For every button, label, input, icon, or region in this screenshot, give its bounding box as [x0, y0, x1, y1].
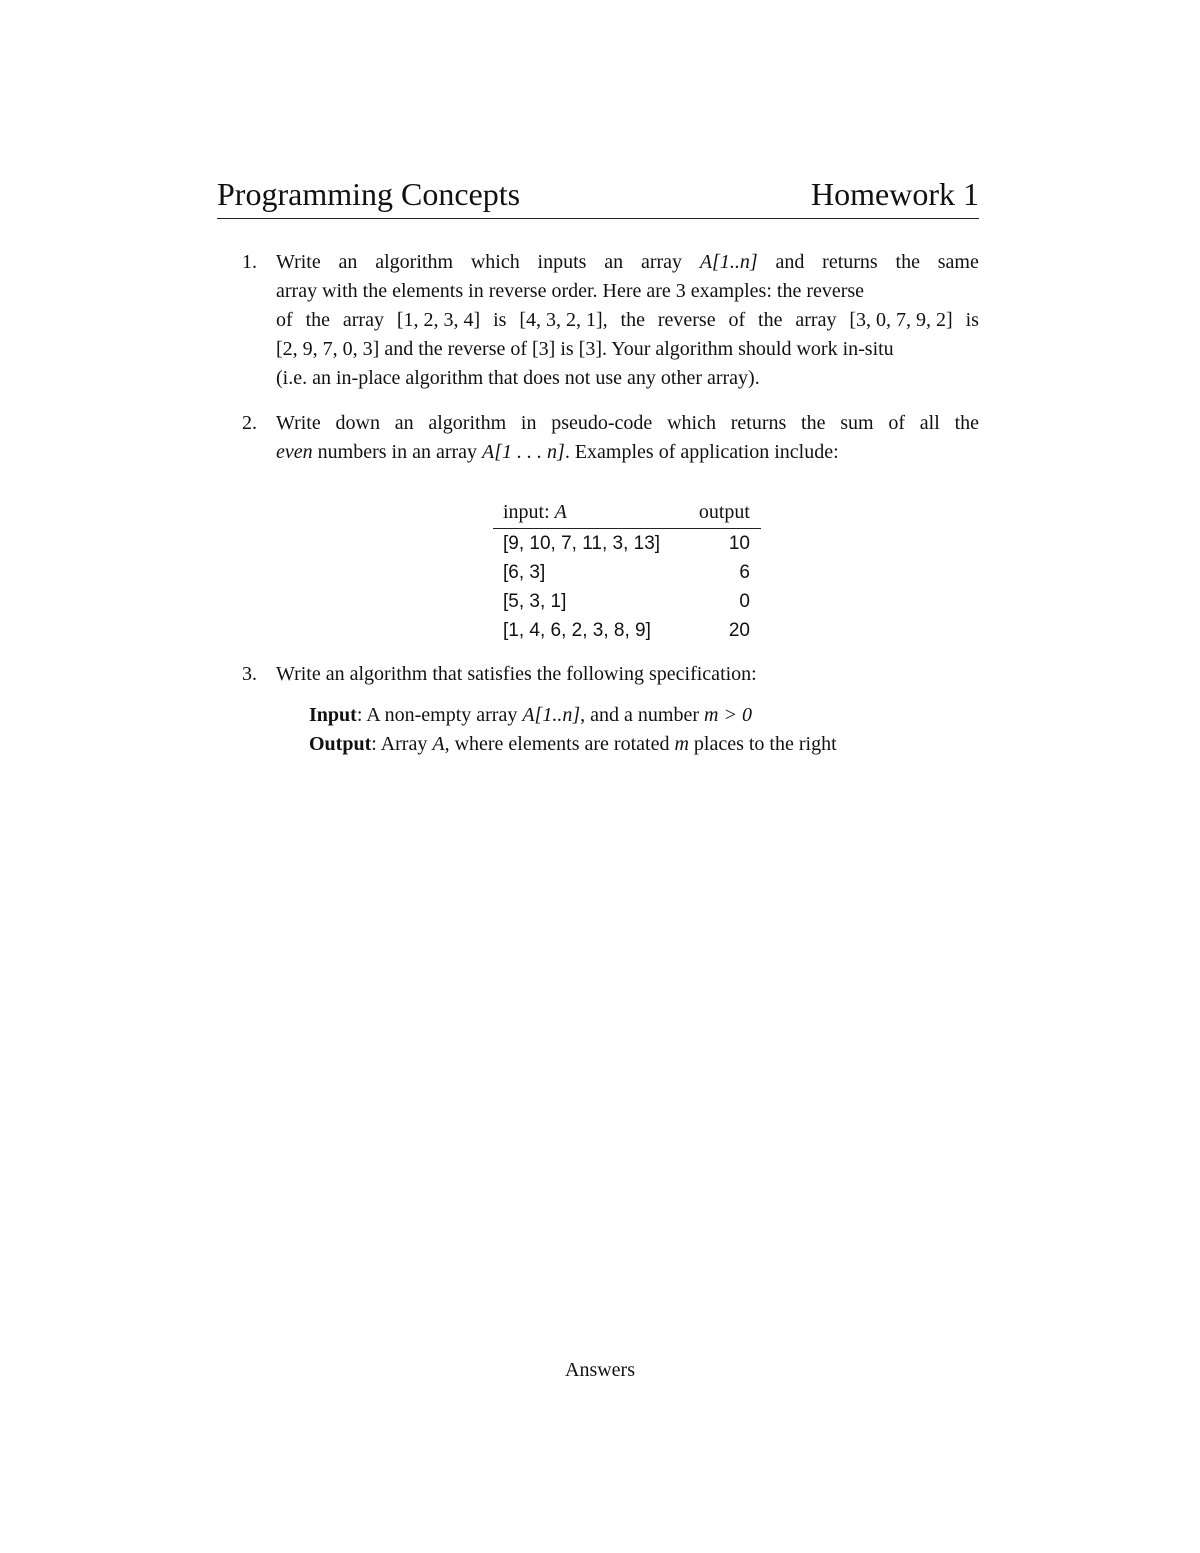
- word: A[1..n]: [699, 251, 758, 273]
- word: of: [888, 412, 906, 434]
- problem-1-line: [276, 335, 979, 364]
- problem-3-text: Write an algorithm that satisfies the following specification:: [276, 663, 757, 685]
- problem-1: [242, 248, 979, 393]
- page-header: [217, 172, 979, 219]
- problem-2: [242, 409, 979, 467]
- word: pseudo-code: [551, 412, 653, 434]
- word: array: [640, 251, 683, 273]
- word: [1, 2, 3, 4]: [396, 309, 481, 331]
- word: the: [801, 412, 826, 434]
- word: [4, 3, 2, 1],: [519, 309, 608, 331]
- array-variable: A: [432, 733, 445, 755]
- problem-2-line: [276, 438, 979, 467]
- word: an: [338, 251, 358, 273]
- table-cell-input: [5, 3, 1]: [503, 591, 567, 612]
- word: [3, 0, 7, 9, 2]: [849, 309, 953, 331]
- assignment-title: Homework 1: [811, 176, 979, 212]
- table-cell-output: 20: [728, 620, 750, 641]
- word: the: [895, 251, 920, 273]
- problem-1-line: [276, 306, 979, 335]
- word: an: [394, 412, 414, 434]
- spec-input-label: Input: [309, 704, 357, 726]
- problem-2-text: numbers in an array: [312, 441, 483, 463]
- word: array with the elements in reverse order. Here are 3 examples: the reverse: [276, 280, 865, 302]
- word: and: [775, 251, 805, 273]
- column-header-input: input: A: [503, 501, 567, 523]
- word: [2, 9, 7, 0, 3] and the reverse of [3] is [3]. Your algorithm should work in-situ: [276, 338, 894, 360]
- array-notation: A[1 . . . n]: [482, 441, 565, 463]
- condition-notation: m > 0: [704, 704, 752, 726]
- table-cell-input: [9, 10, 7, 11, 3, 13]: [503, 533, 661, 554]
- word: reverse: [657, 309, 716, 331]
- course-title: Programming Concepts: [217, 176, 521, 212]
- word: Write: [276, 251, 321, 273]
- word: in: [520, 412, 537, 434]
- problem-1-line: [276, 248, 979, 277]
- table-row: [493, 587, 761, 616]
- word: (i.e. an in-place algorithm that does not use any other array).: [276, 367, 760, 389]
- answers-footer: Answers: [565, 1359, 635, 1381]
- column-header-output: output: [698, 501, 750, 523]
- word: which: [470, 251, 520, 273]
- word: sum: [840, 412, 874, 434]
- array-notation: A[1..n]: [522, 704, 581, 726]
- table-cell-output: 6: [739, 562, 750, 583]
- word: is: [965, 309, 979, 331]
- table-row: [493, 558, 761, 587]
- word: is: [493, 309, 507, 331]
- spec-output-line: Output: Array A, where elements are rotated m places to the right: [309, 733, 837, 755]
- word: inputs: [537, 251, 587, 273]
- word: an: [604, 251, 624, 273]
- word: algorithm: [428, 412, 507, 434]
- problem-3: [242, 660, 979, 689]
- problem-1-line: [276, 364, 979, 393]
- word: array: [795, 309, 837, 331]
- problem-number: 3.: [242, 663, 257, 685]
- table-cell-output: 0: [739, 591, 750, 612]
- word: the: [620, 309, 645, 331]
- table-cell-output: 10: [728, 533, 750, 554]
- word: of: [276, 309, 293, 331]
- spec-input-line: Input: A non-empty array A[1..n], and a number m > 0: [309, 704, 752, 726]
- problem-number: 2.: [242, 412, 257, 434]
- table-cell-input: [1, 4, 6, 2, 3, 8, 9]: [503, 620, 651, 641]
- problem-2-text: . Examples of application include:: [564, 441, 839, 463]
- problem-number: 1.: [242, 251, 257, 273]
- word: the: [305, 309, 330, 331]
- word: the: [954, 412, 979, 434]
- examples-table: [493, 498, 761, 645]
- word: all: [919, 412, 940, 434]
- problem-2-line: [276, 409, 979, 438]
- table-cell-input: [6, 3]: [503, 562, 546, 583]
- word: same: [937, 251, 979, 273]
- table-header: [493, 498, 761, 529]
- problem-1-line: [276, 277, 979, 306]
- word: array: [342, 309, 384, 331]
- word: which: [667, 412, 716, 434]
- even-emphasis: even: [276, 441, 313, 463]
- table-row: [493, 616, 761, 645]
- word: Write: [276, 412, 321, 434]
- word: returns: [730, 412, 787, 434]
- word: the: [758, 309, 783, 331]
- spec-output-label: Output: [309, 733, 372, 755]
- word: down: [335, 412, 380, 434]
- word: of: [728, 309, 746, 331]
- word: algorithm: [375, 251, 454, 273]
- word: returns: [822, 251, 878, 273]
- table-row: [493, 529, 761, 558]
- rotation-variable: m: [674, 733, 689, 755]
